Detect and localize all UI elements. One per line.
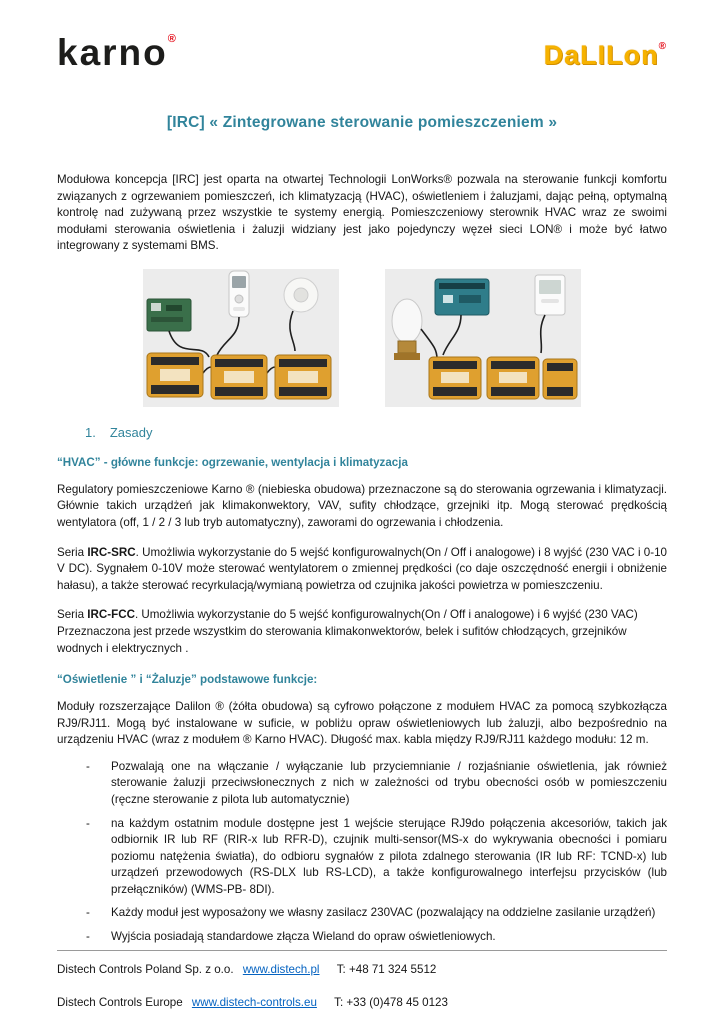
bullet-dash: - [86,930,90,944]
karno-registered-mark: ® [167,33,176,45]
bullet-dash: - [86,816,90,830]
dalilon-logo [544,42,667,69]
irc-src-paragraph [57,545,667,595]
irc-src-description: . Umożliwia wykorzystanie do 5 wejść konfigurowalnych(On / Off i analogowe) i 8 wyjść (230 VAC i 0-10 V DC). Sygnałem 0-10V może sterować wentylatorem o zmiennej prędkości (co daje oszczędność energii i obniżenie hałasu), a także sterować recyrkulacją/wymianą powietrza od czujnika jakości powietrza w pomieszczeniu. [57,545,667,592]
section-heading-zasady [57,425,667,440]
irc-fcc-paragraph [57,607,667,657]
section-title: Zasady [109,424,153,440]
product-photo-right [385,269,581,407]
dalilon-logo-text: DaLILon [543,40,659,70]
bullet-text: Każdy moduł jest wyposażony we własny zasilacz 230VAC (pozwalający na oddzielne zasilanie urządżeń) [111,906,656,920]
lighting-paragraph: Moduły rozszerzające Dalilon ® (żółta obudowa) są cyfrowo połączone z modułem HVAC za pomocą szybkozłącza RJ9/RJ11. Mogą być instalowane w suficie, w pobliżu opraw oświetleniowych lub żaluzji, albo bezpośrednio na urządzeniu HVAC (wraz z modułem ® Karno HVAC). Długość max. kabla między RJ9/RJ11 każdego modułu: 12 m. [57,700,667,747]
product-photo-left-image [143,269,339,407]
bullet-text: Wyjścia posiadają standardowe złącza Wieland do opraw oświetleniowych. [111,930,496,944]
lighting-subheading: “Oświetlenie ” i “Żaluzje” podstawowe funkcje: [57,673,318,687]
irc-fcc-series-name: IRC-FCC [87,608,135,622]
footer-company-europe: Distech Controls Europe [57,996,183,1009]
footer-link-distech-pl[interactable]: www.distech.pl [242,963,320,976]
hvac-subheading: “HVAC” - główne funkcje: ogrzewanie, wentylacja i klimatyzacja [57,455,408,469]
dalilon-registered-mark: ® [658,41,667,52]
footer-line-poland [57,963,667,976]
hvac-paragraph: Regulatory pomieszczeniowe Karno ® (niebieska obudowa) przeznaczone są do sterowania ogrzewania i klimatyzacji. Głównie takich urządżeń jak klimakonwektory, VAV, sufity chłodzące, grzejniki itp. Mogą sterować prędkością wentylatora (off, 1 / 2 / 3 lub tryb automatyczny), zaworami do ogrzewania i chłodzenia. [57,482,667,530]
irc-src-prefix: Seria [57,545,88,559]
irc-fcc-description: . Umożliwia wykorzystanie do 5 wejść konfigurowalnych(On / Off i analogowe) i 6 wyjść (230 VAC) Przeznaczona jest przede wszystkim do sterowania klimakonwektorów, belek i sufitów chłodzących, grzejników wodnych i elektrycznych . [57,608,638,655]
page-footer [57,950,667,1009]
footer-phone-europe: T: +33 (0)478 45 0123 [334,996,448,1009]
footer-phone-poland: T: +48 71 324 5512 [336,963,437,976]
karno-logo-text: karno [57,32,168,73]
intro-paragraph: Modułowa koncepcja [IRC] jest oparta na otwartej Technologii LonWorks® pozwala na sterowanie funkcji komfortu związanych z ogrzewaniem pomieszczeń, ich klimatyzacją (HVAC), oświetleniem i żaluzjami, dając pełną, optymalną kontrolę nad zużywaną przez wszystkie te systemy energią. Pomieszczeniowy sterownik HVAC wraz ze swoimi modułami sterowania oświetlenia i żaluzji widziany jest jako pojedynczy węzeł sieci LON® i może być łatwo integrowany z systemami BMS. [57,173,667,253]
footer-divider [57,950,667,951]
karno-logo [57,34,176,71]
footer-company-poland: Distech Controls Poland Sp. z o.o. [57,963,234,976]
irc-fcc-prefix: Seria [57,608,88,622]
bullet-dash: - [86,759,90,773]
bullet-text: Pozwalają one na włączanie / wyłączanie lub przyciemnianie / rozjaśnianie oświetlenia, jak również sterowanie żaluzji przeciwsłonecznych z nich w zależności od trybu obecności osób w pomieszczeniu (ręczne sterowanie z pilota lub automatycznie) [111,759,667,806]
logo-row [57,34,667,84]
list-item [57,905,667,922]
product-photo-left [143,269,339,407]
bullet-dash: - [86,906,90,920]
product-photos [57,269,667,407]
footer-line-europe [57,996,667,1009]
irc-src-series-name: IRC-SRC [87,545,136,559]
section-number: 1. [85,424,96,440]
footer-link-distech-controls-eu[interactable]: www.distech-controls.eu [191,996,317,1009]
page-title: [IRC] « Zintegrowane sterowanie pomieszczeniem » [166,114,558,131]
list-item [57,759,667,809]
features-list [57,759,667,946]
bullet-text: na każdym ostatnim module dostępne jest 1 wejście sterujące RJ9do połączenia akcesoriów, takich jak odbiornik IR lub RF (RIR-x lub RFR-D), czujnik multi-sensor(MS-x do wykrywania obecności i pomiaru poziomu natężenia światła), do odbioru sygnałów z pilota zdalnego sterowania (IR lub RF: TCND-x) lub urządzeń przewodowych (RS-DLX lub RS-LCD), a także konfigurowalnego interfejsu przycisków (lub przełączników) (WMS-PB- 8DI). [111,816,667,896]
product-photo-right-image [385,269,581,407]
list-item [57,929,667,946]
list-item [57,816,667,899]
